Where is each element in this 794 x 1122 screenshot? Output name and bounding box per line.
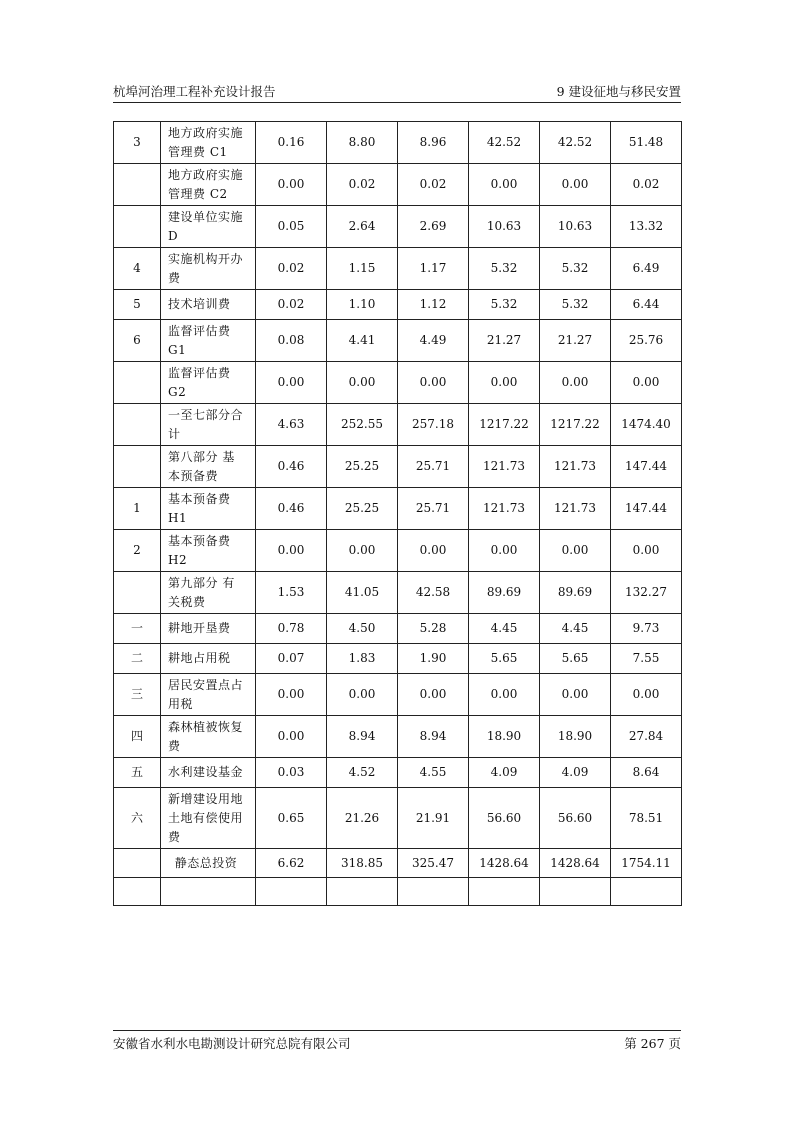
row-number-cell: 六 [114,788,161,849]
value-cell: 257.18 [398,404,469,446]
value-cell: 25.71 [398,488,469,530]
value-cell: 1.17 [398,248,469,290]
value-cell: 8.94 [398,716,469,758]
value-cell: 0.65 [256,788,327,849]
item-name-line: 地方政府实施 [168,167,244,182]
value-cell: 0.07 [256,644,327,674]
item-name-cell [161,788,256,849]
value-cell: 0.00 [256,674,327,716]
row-number-cell: 4 [114,248,161,290]
value-cell: 41.05 [327,572,398,614]
value-cell: 21.27 [540,320,611,362]
header-chapter-title: 9 建设征地与移民安置 [556,84,681,99]
value-cell: 18.90 [469,716,540,758]
value-cell: 4.63 [256,404,327,446]
value-cell: 2.64 [327,206,398,248]
value-cell: 0.00 [327,530,398,572]
item-name-line: 关税费 [168,594,206,609]
value-cell: 4.52 [327,758,398,788]
value-cell [611,878,682,906]
item-name-cell [161,716,256,758]
item-name-cell [161,164,256,206]
value-cell: 147.44 [611,446,682,488]
item-name-line: 用税 [168,696,194,711]
value-cell: 25.25 [327,488,398,530]
value-cell: 0.00 [611,362,682,404]
value-cell: 0.00 [469,530,540,572]
value-cell: 121.73 [540,488,611,530]
item-name-line: 基本预备费 [168,491,231,506]
value-cell: 10.63 [469,206,540,248]
item-name-line: 土地有偿使用 [168,810,244,825]
row-number-cell: 四 [114,716,161,758]
row-number-cell [114,878,161,906]
table-row [114,530,682,572]
row-number-cell: 5 [114,290,161,320]
value-cell: 89.69 [540,572,611,614]
value-cell: 25.71 [398,446,469,488]
value-cell: 0.02 [256,248,327,290]
header-report-title: 杭埠河治理工程补充设计报告 [113,84,276,99]
row-number-cell: 五 [114,758,161,788]
item-name-line: 地方政府实施 [168,125,244,140]
row-number-cell: 一 [114,614,161,644]
table-row [114,849,682,878]
value-cell: 5.32 [540,248,611,290]
value-cell: 1.53 [256,572,327,614]
item-name-line: 监督评估费 [168,365,231,380]
row-number-cell [114,164,161,206]
value-cell: 0.00 [327,674,398,716]
value-cell: 318.85 [327,849,398,878]
footer-company-name: 安徽省水利水电勘测设计研究总院有限公司 [113,1036,351,1051]
value-cell: 21.27 [469,320,540,362]
cost-table-body [114,122,682,906]
value-cell: 0.03 [256,758,327,788]
value-cell [540,878,611,906]
value-cell: 0.00 [540,674,611,716]
table-row [114,758,682,788]
row-number-cell [114,206,161,248]
item-name-line: 本预备费 [168,468,219,483]
row-number-cell: 3 [114,122,161,164]
value-cell: 0.00 [469,674,540,716]
item-name-cell [161,758,256,788]
value-cell: 4.09 [540,758,611,788]
row-number-cell: 二 [114,644,161,674]
table-row [114,164,682,206]
value-cell: 5.32 [469,248,540,290]
item-name-cell [161,122,256,164]
row-number-cell: 2 [114,530,161,572]
value-cell: 4.45 [540,614,611,644]
item-name-cell [161,849,256,878]
value-cell: 21.91 [398,788,469,849]
value-cell: 121.73 [469,488,540,530]
value-cell: 13.32 [611,206,682,248]
row-number-cell [114,849,161,878]
value-cell: 78.51 [611,788,682,849]
value-cell: 0.46 [256,488,327,530]
item-name-line: D [168,228,179,243]
value-cell: 1.90 [398,644,469,674]
item-name-line: 基本预备费 [168,533,231,548]
value-cell [398,878,469,906]
value-cell: 4.41 [327,320,398,362]
value-cell: 8.96 [398,122,469,164]
value-cell: 1.83 [327,644,398,674]
value-cell: 27.84 [611,716,682,758]
item-name-cell [161,878,256,906]
value-cell: 0.00 [611,530,682,572]
table-row [114,404,682,446]
value-cell: 10.63 [540,206,611,248]
value-cell: 0.02 [256,290,327,320]
value-cell: 0.00 [540,362,611,404]
item-name-cell [161,446,256,488]
value-cell: 121.73 [469,446,540,488]
table-row [114,644,682,674]
value-cell [256,878,327,906]
value-cell: 25.25 [327,446,398,488]
item-name-line: 计 [168,426,181,441]
value-cell: 8.94 [327,716,398,758]
value-cell: 0.00 [256,530,327,572]
value-cell: 0.02 [611,164,682,206]
value-cell: 5.65 [469,644,540,674]
value-cell: 7.55 [611,644,682,674]
table-row [114,248,682,290]
item-name-line: 费 [168,829,181,844]
row-number-cell: 1 [114,488,161,530]
value-cell: 0.00 [398,530,469,572]
item-name-line: 费 [168,270,181,285]
item-name-line: 森林植被恢复 [168,719,244,734]
value-cell: 0.46 [256,446,327,488]
value-cell: 5.32 [469,290,540,320]
item-name-line: 费 [168,738,181,753]
item-name-line: 新增建设用地 [168,791,244,806]
item-name-cell [161,248,256,290]
value-cell: 0.05 [256,206,327,248]
value-cell: 4.49 [398,320,469,362]
table-row [114,488,682,530]
value-cell: 0.16 [256,122,327,164]
table-row [114,290,682,320]
value-cell: 0.08 [256,320,327,362]
value-cell: 1428.64 [540,849,611,878]
item-name-line: 水利建设基金 [168,765,244,779]
value-cell: 18.90 [540,716,611,758]
value-cell: 0.00 [256,362,327,404]
value-cell: 0.00 [398,674,469,716]
item-name-line: 技术培训费 [168,297,231,311]
table-row [114,788,682,849]
value-cell: 1.10 [327,290,398,320]
value-cell: 8.80 [327,122,398,164]
cost-table [113,121,682,906]
page-footer [113,1030,681,1051]
value-cell: 1474.40 [611,404,682,446]
value-cell: 1.12 [398,290,469,320]
row-number-cell [114,446,161,488]
value-cell: 9.73 [611,614,682,644]
value-cell: 0.00 [540,164,611,206]
item-name-line: 第九部分 有 [168,575,235,590]
value-cell: 8.64 [611,758,682,788]
value-cell: 0.78 [256,614,327,644]
row-number-cell [114,404,161,446]
table-row [114,716,682,758]
item-name-cell [161,614,256,644]
item-name-line: 耕地开垦费 [168,621,231,635]
page-header [113,80,681,103]
value-cell: 1217.22 [469,404,540,446]
value-cell: 1217.22 [540,404,611,446]
item-name-line: 管理费 C1 [168,144,228,159]
item-name-line: G1 [168,342,187,357]
item-name-cell [161,320,256,362]
table-row [114,206,682,248]
row-number-cell [114,572,161,614]
value-cell: 132.27 [611,572,682,614]
value-cell: 5.32 [540,290,611,320]
value-cell: 42.52 [540,122,611,164]
row-number-cell: 6 [114,320,161,362]
table-row [114,572,682,614]
item-name-cell [161,290,256,320]
item-name-cell [161,488,256,530]
value-cell: 21.26 [327,788,398,849]
value-cell: 0.02 [398,164,469,206]
item-name-cell [161,404,256,446]
row-number-cell [114,362,161,404]
item-name-line: G2 [168,384,187,399]
value-cell: 89.69 [469,572,540,614]
value-cell: 4.55 [398,758,469,788]
item-name-line: H1 [168,510,188,525]
value-cell: 325.47 [398,849,469,878]
table-row [114,122,682,164]
item-name-cell [161,644,256,674]
item-name-line: 耕地占用税 [168,651,231,665]
value-cell: 2.69 [398,206,469,248]
value-cell: 51.48 [611,122,682,164]
table-row [114,674,682,716]
value-cell: 6.62 [256,849,327,878]
value-cell [469,878,540,906]
value-cell: 25.76 [611,320,682,362]
value-cell: 0.00 [611,674,682,716]
value-cell: 42.58 [398,572,469,614]
footer-page-number: 第 267 页 [624,1036,681,1051]
value-cell: 6.49 [611,248,682,290]
item-name-cell [161,530,256,572]
value-cell: 5.28 [398,614,469,644]
value-cell: 0.00 [469,362,540,404]
value-cell: 0.00 [398,362,469,404]
item-name-line: 静态总投资 [174,855,238,870]
value-cell: 6.44 [611,290,682,320]
table-row [114,446,682,488]
table-row [114,614,682,644]
value-cell: 4.45 [469,614,540,644]
row-number-cell: 三 [114,674,161,716]
item-name-line: 一至七部分合 [168,407,244,422]
value-cell [327,878,398,906]
value-cell: 0.00 [469,164,540,206]
value-cell: 4.50 [327,614,398,644]
value-cell: 0.00 [327,362,398,404]
value-cell: 5.65 [540,644,611,674]
value-cell: 1.15 [327,248,398,290]
value-cell: 0.00 [256,164,327,206]
value-cell: 56.60 [469,788,540,849]
item-name-cell [161,362,256,404]
value-cell: 42.52 [469,122,540,164]
value-cell: 1428.64 [469,849,540,878]
item-name-cell [161,206,256,248]
value-cell: 147.44 [611,488,682,530]
item-name-line: H2 [168,552,188,567]
value-cell: 0.00 [540,530,611,572]
item-name-line: 实施机构开办 [168,251,244,266]
value-cell: 121.73 [540,446,611,488]
item-name-line: 监督评估费 [168,323,231,338]
item-name-line: 管理费 C2 [168,186,228,201]
item-name-line: 建设单位实施 [168,209,244,224]
item-name-cell [161,572,256,614]
item-name-line: 第八部分 基 [168,449,235,464]
value-cell: 1754.11 [611,849,682,878]
item-name-cell [161,674,256,716]
value-cell: 252.55 [327,404,398,446]
value-cell: 0.00 [256,716,327,758]
value-cell: 0.02 [327,164,398,206]
table-row [114,362,682,404]
value-cell: 4.09 [469,758,540,788]
value-cell: 56.60 [540,788,611,849]
table-row [114,320,682,362]
item-name-line: 居民安置点占 [168,677,244,692]
table-row [114,878,682,906]
